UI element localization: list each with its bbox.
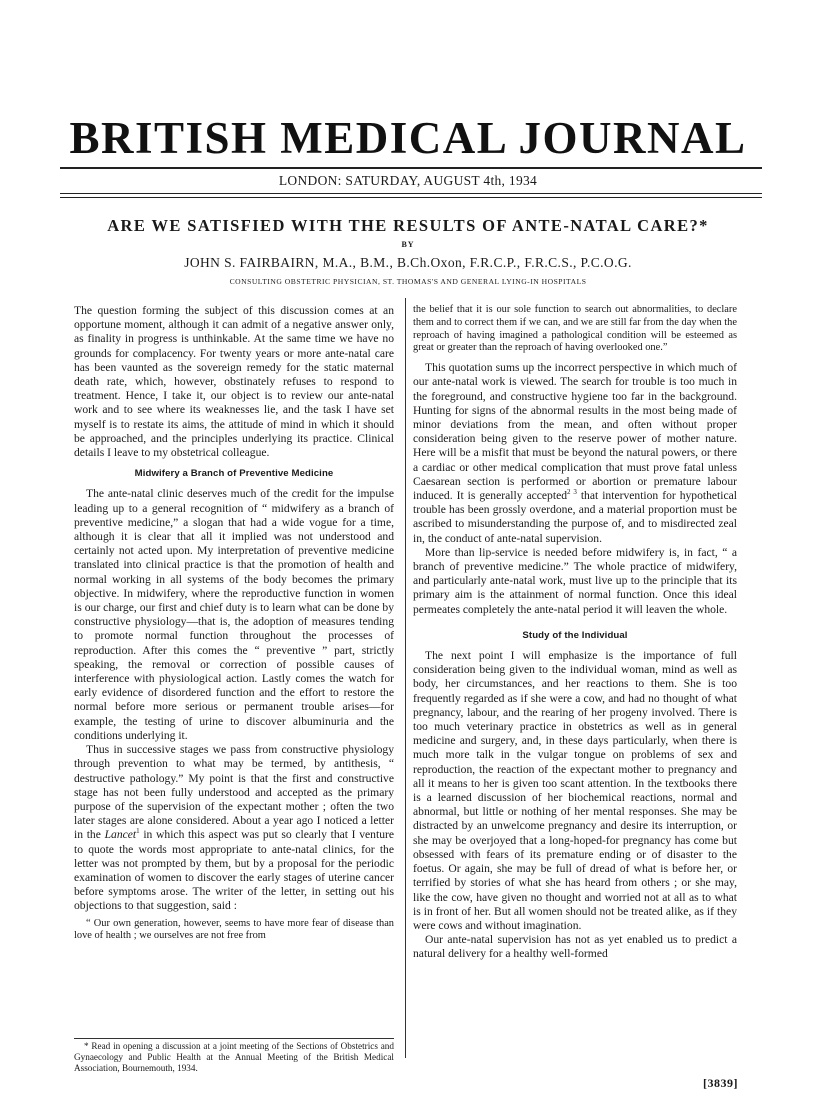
masthead-rule-top <box>60 167 762 169</box>
masthead-rule-bottom <box>60 193 762 194</box>
paragraph: The next point I will emphasize is the importance of full consideration being given to the individual woman, mind as well as body, her circumstances, and her reactions to them. She is too frequently regarded as if she were a cow, and had no thought of what pregnancy, labour, and the rearing of her progeny involved. There is too much veterinary practice in obstetrics as well as in general medicine and surgery, and, in these days particularly, when there is much more talk in the vulgar tongue on problems of sex and reproduction, the reaction of the expectant mother to pregnancy and all it means to her is given too scant attention. In the textbooks there is a learned discussion of her biochemical reactions, normal and abnormal, but little or nothing of her mental responses. She may be distracted by an unwelcome pregnancy and desire its interruption, or she may be overjoyed that a long-hoped-for pregnancy has come but obsessed with fears of its premature ending or of disaster to the foetus. Or again, she may be full of dread of what is before her, or terrified by stories of what she has heard from others ; or she may, like the cow, have given no thought and worried not at all as to what is in front of her. But all women should not be treated alike, as if they were cows and without imagination. <box>413 649 737 932</box>
author-appointment: CONSULTING OBSTETRIC PHYSICIAN, ST. THOMAS'S AND GENERAL LYING-IN HOSPITALS <box>229 277 587 286</box>
paragraph-text: that intervention for hypothetical trouble has been grossly overdone, and a material proportion must be ascribed to misunderstanding the purpose of, and to misdirected zeal in, the conduct of ante-natal supervision. <box>413 489 738 545</box>
paragraph-text: Thus in successive stages we pass from constructive physiology through prevention to what may be termed, by antithesis, “ destructive pathology.” My point is that the first and constructive stage has not been fully understood and accepted as the primary purpose of the supervision of the expectant mother ; often the two later stages are alone considered. About a year ago I noticed a letter in the <box>74 743 394 842</box>
byline-by: BY <box>401 240 415 249</box>
paragraph: Our ante-natal supervision has not as yet enabled us to predict a natural delivery for a healthy well-formed <box>413 933 737 961</box>
reference-marker: 2 3 <box>567 488 577 497</box>
footnote <box>74 1041 394 1075</box>
section-heading: Study of the Individual <box>522 629 628 641</box>
reference-marker: 1 <box>136 827 140 836</box>
section-heading: Midwifery a Branch of Preventive Medicine <box>134 468 334 480</box>
paragraph-text: in which this aspect was put so clearly that I venture to quote the words most appropriate to ante-natal clinics, for the letter was not prompted by them, but by a proposal for the periodic examination of women to discover the early stages of uterine cancer before symptoms arose. The writer of the letter, in setting out his objections to that suggestion, said : <box>74 828 394 913</box>
footnote-rule <box>74 1038 394 1039</box>
paragraph-text: This quotation sums up the incorrect perspective in which much of our ante-natal work is viewed. The search for trouble is too much in the foreground, and constructive hygiene too far in the background. Hunting for signs of the abnormal results in the most being made of minor deviations from the mean, and often without proper consideration being given to the reserve power of mother nature. Here will be a misfit that must be beyond the natural powers, or there a cardiac or other medical complication that must prove fatal unless Caesarean section is performed or abortion or premature labour induced. It is generally accepted <box>413 361 737 503</box>
paragraph: The ante-natal clinic deserves much of the credit for the impulse leading up to a general recognition of “ midwifery as a branch of preventive medicine,” a slogan that had a wide vogue for a time, although it is clear that all it implied was not understood and certainly not acted upon. My interpretation of preventive medicine translated into clinical practice is that the promotion of health and normal working in all systems of the body becomes the primary objective. In midwifery, where the reproductive function in women is our charge, our first and chief duty is to learn what can be done by constructive physiology—that is, the adoption of measures tending to promote normal function throughout the processes of reproduction. After this comes the “ preventive ” part, strictly speaking, the removal or correction of possible causes of interference with physiological action. Lastly comes the watch for early evidence of disordered function and the effort to restore the normal before more serious or permanent trouble arises—for example, the testing of urine to discover albuminuria and the conditions underlying it. <box>74 487 394 742</box>
journal-name: Lancet <box>104 828 137 842</box>
paragraph <box>413 361 737 546</box>
left-column <box>74 304 394 943</box>
author-name: JOHN S. FAIRBAIRN, M.A., B.M., B.Ch.Oxon, F.R.C.P., F.R.C.S., P.C.O.G. <box>184 255 632 270</box>
masthead: BRITISH MEDICAL JOURNAL <box>69 113 747 163</box>
masthead-rule-bottom-2 <box>60 197 762 198</box>
right-column <box>413 304 737 962</box>
column-divider <box>405 298 406 1058</box>
article-title: ARE WE SATISFIED WITH THE RESULTS OF ANTE-NATAL CARE?* <box>107 216 709 235</box>
paragraph: The question forming the subject of this discussion comes at an opportune moment, although it can admit of a negative answer only, as finality in progress is unthinkable. At the same time we have no grounds for complacency. For twenty years or more ante-natal care has been vaunted as the sovereign remedy for the static maternal death rate, which, however, obstinately refuses to respond to treatment. Hence, I take it, our object is to review our ante-natal work and to see where its weaknesses lie, and the task I have set myself is to restate its aims, the attitude of mind in which it should be approached, and the principles underlying its practice. Clinical details I leave to my obstetrical colleague. <box>74 304 394 460</box>
block-quote: the belief that it is our sole function to search out abnormalities, to declare them and to correct them if we can, and we are still far from the day when the reproach of having imagined a pathological condition will be esteemed as great or greater than the reproach of having overlooked one.” <box>413 304 737 354</box>
page-number: [3839] <box>703 1076 738 1090</box>
paragraph: More than lip-service is needed before midwifery is, in fact, “ a branch of preventive medicine.” The whole practice of midwifery, and particularly ante-natal work, must live up to the principle that its primary aim is the attainment of normal function. Once this ideal permeates completely the ante-natal period it will leaven the whole. <box>413 545 737 616</box>
paragraph <box>74 743 394 913</box>
footnote-text: * Read in opening a discussion at a joint meeting of the Sections of Obstetrics and Gynaecology and Public Health at the Annual Meeting of the British Medical Association, Bournemouth, 1934. <box>74 1041 394 1074</box>
dateline: LONDON: SATURDAY, AUGUST 4th, 1934 <box>278 173 538 188</box>
block-quote: “ Our own generation, however, seems to have more fear of disease than love of health ; we ourselves are not free from <box>74 917 394 942</box>
